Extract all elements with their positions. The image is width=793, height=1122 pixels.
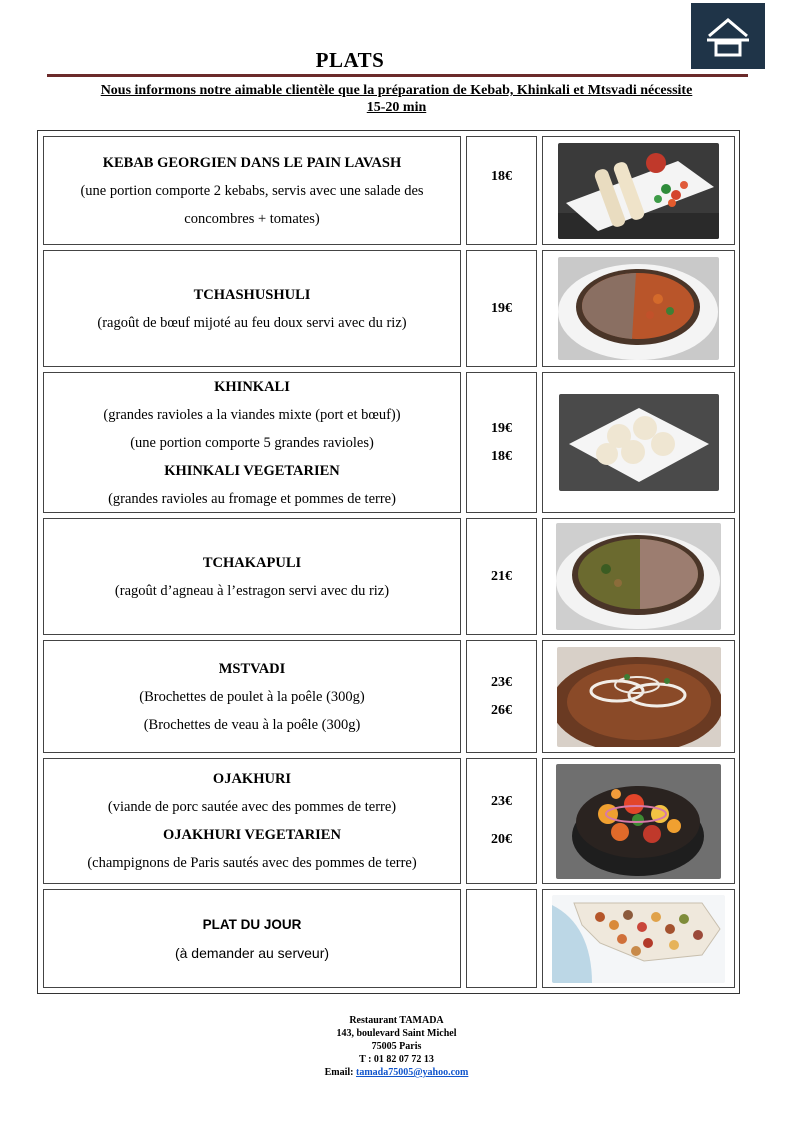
dish-detail: (ragoût de bœuf mijoté au feu doux servi avec du riz): [97, 314, 407, 331]
home-logo[interactable]: [691, 3, 765, 69]
lamb-stew-photo: [556, 523, 721, 630]
restaurant-phone: T : 01 82 07 72 13: [359, 1054, 434, 1065]
dish-description: [43, 758, 461, 884]
beef-stew-photo: [558, 257, 719, 360]
dish-price: 18€: [491, 169, 512, 184]
dish-detail: (ragoût d’agneau à l’estragon servi avec du riz): [114, 582, 390, 599]
dish-image-cell: [542, 758, 735, 884]
mtsvadi-photo: [557, 647, 721, 747]
menu-row-ojakhuri: [38, 758, 739, 884]
dish-detail: (Brochettes de veau à la poêle (300g): [143, 716, 361, 733]
dish-description: [43, 640, 461, 753]
dish-price-cell: [466, 889, 537, 988]
dish-detail: (grandes ravioles au fromage et pommes de terre): [108, 490, 396, 507]
menu-row-mstvadi: [38, 640, 739, 753]
dish-detail: (Brochettes de poulet à la poêle (300g): [139, 688, 365, 705]
notice-duration: 15-20 min: [366, 100, 427, 115]
dish-detail: (une portion comporte 2 kebabs, servis avec une salade des: [80, 182, 424, 199]
kebab-lavash-photo: [558, 143, 719, 239]
preparation-notice: [40, 82, 753, 116]
dish-image-cell: [542, 136, 735, 245]
dish-price: 19€: [491, 300, 512, 316]
menu-table: [37, 130, 740, 994]
menu-row-tchashushuli: [38, 250, 739, 367]
dish-image-cell: [542, 889, 735, 988]
dish-description: [43, 889, 461, 988]
dish-name: MSTVADI: [218, 660, 286, 677]
dish-detail: (à demander au serveur): [174, 944, 330, 961]
dish-description: [43, 136, 461, 245]
menu-row-kebab: [38, 136, 739, 245]
khinkali-photo: [559, 394, 719, 491]
dish-detail: (champignons de Paris sautés avec des pommes de terre): [87, 855, 417, 871]
dish-detail: (viande de porc sautée avec des pommes de terre): [107, 799, 397, 815]
dish-price-cell: [466, 250, 537, 367]
page-title: PLATS: [315, 48, 385, 72]
dish-price-cell: [466, 758, 537, 884]
dish-price: 21€: [491, 568, 512, 584]
dish-image-cell: [542, 640, 735, 753]
dish-price: 23€: [491, 674, 512, 690]
restaurant-email-line: [246, 1066, 547, 1079]
home-icon: [703, 14, 753, 58]
email-label: Email:: [324, 1067, 354, 1078]
notice-line: Nous informons notre aimable clientèle que la préparation de Kebab, Khinkali et Mtsvadi nécessite: [100, 83, 693, 98]
dish-description: [43, 518, 461, 635]
dish-price: 19€: [491, 420, 512, 436]
dish-detail: (grandes ravioles a la viandes mixte (port et bœuf)): [103, 406, 401, 423]
dish-name-vegetarian: OJAKHURI VEGETARIEN: [163, 827, 341, 843]
dish-price-cell: [466, 640, 537, 753]
menu-row-tchakapuli: [38, 518, 739, 635]
dish-name: PLAT DU JOUR: [202, 916, 302, 932]
restaurant-footer: [246, 1014, 547, 1079]
dish-name: KEBAB GEORGIEN DANS LE PAIN LAVASH: [102, 154, 402, 171]
dish-name-vegetarian: KHINKALI VEGETARIEN: [164, 462, 340, 479]
ojakhuri-photo: [556, 764, 721, 879]
dish-description: [43, 372, 461, 513]
menu-row-plat-du-jour: [38, 889, 739, 988]
dish-price: 26€: [491, 702, 512, 718]
menu-row-khinkali: [38, 372, 739, 513]
dish-name: OJAKHURI: [212, 771, 292, 787]
dish-image-cell: [542, 372, 735, 513]
dish-name: KHINKALI: [214, 378, 290, 395]
restaurant-address: 143, boulevard Saint Michel: [336, 1028, 457, 1039]
dish-price-cell: [466, 518, 537, 635]
dish-detail: (une portion comporte 5 grandes ravioles): [130, 434, 374, 451]
dish-name: TCHASHUSHULI: [193, 286, 311, 303]
dish-price-vegetarian: 18€: [491, 448, 512, 464]
restaurant-city: 75005 Paris: [371, 1041, 422, 1052]
restaurant-name: Restaurant TAMADA: [349, 1015, 444, 1026]
georgia-food-map: [552, 895, 725, 983]
dish-name: TCHAKAPULI: [202, 554, 302, 571]
email-link[interactable]: tamada75005@yahoo.com: [356, 1067, 469, 1078]
dish-price: 23€: [491, 794, 512, 809]
dish-price-vegetarian: 20€: [491, 832, 512, 847]
title-divider: [47, 74, 748, 77]
dish-description: [43, 250, 461, 367]
dish-image-cell: [542, 250, 735, 367]
dish-detail: concombres + tomates): [184, 210, 320, 227]
dish-image-cell: [542, 518, 735, 635]
dish-price-cell: [466, 136, 537, 245]
dish-price-cell: [466, 372, 537, 513]
